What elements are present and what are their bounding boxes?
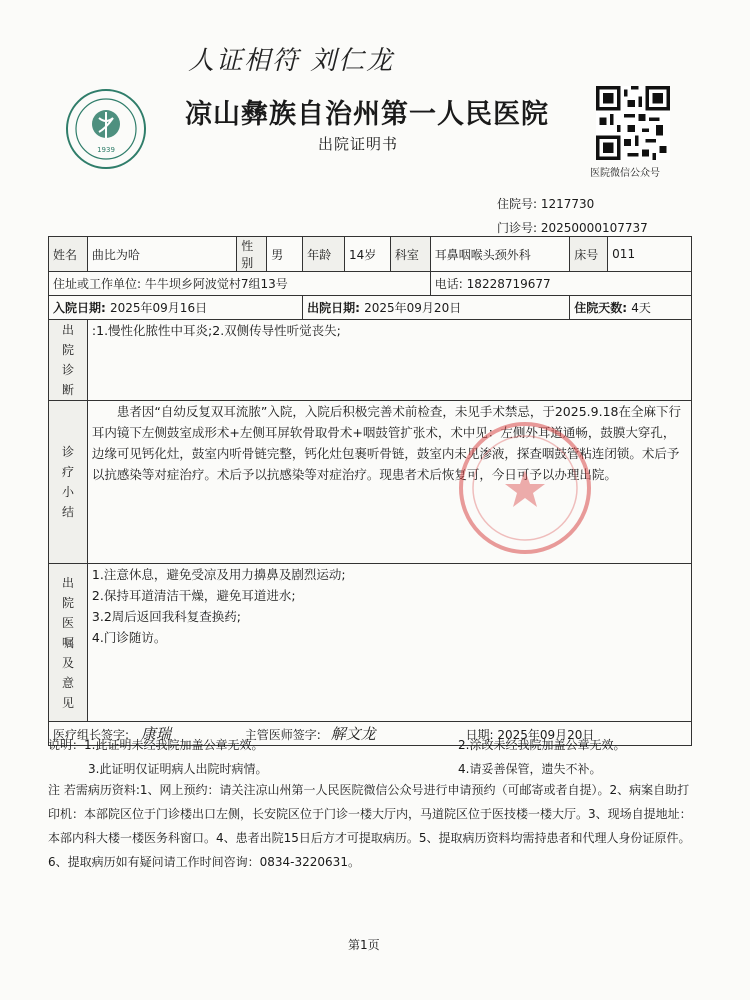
dept-label: 科室 — [390, 237, 430, 272]
discharge-date-cell — [303, 296, 570, 320]
summary-label: 诊 疗 小 结 — [49, 401, 88, 564]
note-2: 2.涂改未经我院加盖公章无效。 — [458, 738, 626, 752]
patient-dept: 耳鼻咽喉头颈外科 — [430, 237, 569, 272]
handwritten-note: 人证相符 刘仁龙 — [188, 46, 395, 76]
advice-item: 2.保持耳道清洁干燥，避免耳道进水; — [91, 588, 296, 603]
patient-bed: 011 — [608, 237, 692, 272]
advice-row — [49, 564, 692, 722]
stay-days-label: 住院天数: — [574, 301, 628, 315]
group-leader-signature: 康瑞 — [140, 725, 171, 743]
admission-date: 2025年09月16日 — [110, 301, 208, 315]
note-1: 说明：1.此证明未经我院加盖公章无效。 — [48, 738, 264, 752]
admission-label: 住院号: — [497, 197, 538, 211]
page-number: 第1页 — [348, 938, 380, 952]
admission-date-cell — [49, 296, 303, 320]
patient-phone: 18228719677 — [466, 277, 551, 291]
diagnosis-text: :1.慢性化脓性中耳炎;2.双侧传导性听觉丧失; — [87, 320, 691, 401]
stay-days: 4天 — [631, 301, 651, 315]
discharge-date: 2025年09月20日 — [364, 301, 462, 315]
qr-caption: 医院微信公众号 — [590, 168, 660, 179]
sign-date: 2025年09月20日 — [497, 728, 595, 742]
admission-date-label: 入院日期: — [53, 301, 106, 315]
note-3: 3.此证明仅证明病人出院时病情。 — [88, 762, 268, 776]
address-cell — [49, 272, 431, 296]
attending-label: 主管医师签字: — [244, 728, 321, 742]
advice-item: 4.门诊随访。 — [91, 630, 167, 645]
age-label: 年龄 — [303, 237, 345, 272]
sign-date-label: 日期: — [465, 728, 494, 742]
address-row — [49, 272, 692, 296]
advice-list — [87, 564, 691, 722]
discharge-date-label: 出院日期: — [307, 301, 360, 315]
discharge-certificate-table — [48, 236, 692, 746]
address-label: 住址或工作单位: — [53, 277, 142, 291]
patient-address: 牛牛坝乡阿波觉村7组13号 — [144, 277, 288, 291]
bed-label: 床号 — [570, 237, 608, 272]
note-4: 4.请妥善保管，遗失不补。 — [458, 762, 602, 776]
patient-age: 14岁 — [345, 237, 391, 272]
summary-row — [49, 401, 692, 564]
advice-item: 1.注意休息，避免受凉及用力擤鼻及剧烈运动; — [91, 567, 346, 582]
summary-text: 患者因“自幼反复双耳流脓”入院，入院后积极完善术前检查，未见手术禁忌，于2025.9.18在全麻下行耳内镜下左侧鼓室成形术+左侧耳屏软骨取骨术+咽鼓管扩张术，术中见：左侧外耳道通畅，鼓膜大穿孔，边缘可见钙化灶，鼓室内听骨链完整，钙化灶包裹听骨链，鼓室内未见渗液，探查咽鼓管粘连闭锁。术后予以抗感染等对症治疗。术后予以抗感染等对症治疗。现患者术后恢复可，今日可予以办理出院。 — [87, 401, 691, 564]
admission-number-row — [497, 195, 594, 212]
patient-info-row — [49, 237, 692, 272]
hospital-name: 凉山彝族自治州第一人民医院 — [185, 99, 549, 130]
diagnosis-row — [49, 320, 692, 401]
advice-label: 出 院 医 嘱 及 意 见 — [49, 564, 88, 722]
clinic-number: 20250000107737 — [540, 221, 648, 235]
clinic-number-row — [497, 219, 648, 236]
stay-days-cell — [570, 296, 692, 320]
sex-label: 性别 — [237, 237, 267, 272]
patient-name: 曲比为哈 — [87, 237, 236, 272]
diagnosis-label: 出 院 诊 断 — [49, 320, 88, 401]
document-title: 出院证明书 — [318, 135, 399, 153]
attending-signature: 解文龙 — [330, 725, 376, 743]
records-retrieval-note: 注 若需病历资料:1、网上预约：请关注凉山州第一人民医院微信公众号进行申请预约（可邮寄或者自提）。2、病案自助打印机：本部院区位于门诊楼出口左侧，长安院区位于门诊一楼大厅内，马道院区位于医技楼一楼大厅。3、现场自提地址：本部内科大楼一楼医务科窗口。4、患者出院15日后方才可提取病历。5、提取病历资料均需持患者和代理人身份证原件。6、提取病历如有疑问请工作时间咨询：0834-3220631。 — [48, 783, 692, 869]
admission-number: 1217730 — [540, 197, 595, 211]
dates-row — [49, 296, 692, 320]
group-leader-label: 医疗组长签字: — [53, 728, 130, 742]
logo-year: 1939 — [97, 146, 115, 154]
phone-cell — [430, 272, 691, 296]
qr-code-icon — [596, 86, 670, 160]
phone-label: 电话: — [434, 277, 463, 291]
patient-sex: 男 — [267, 237, 303, 272]
name-label: 姓名 — [49, 237, 88, 272]
advice-item: 3.2周后返回我科复查换药; — [91, 609, 241, 624]
hospital-logo-icon — [65, 88, 147, 170]
clinic-label: 门诊号: — [497, 221, 538, 235]
